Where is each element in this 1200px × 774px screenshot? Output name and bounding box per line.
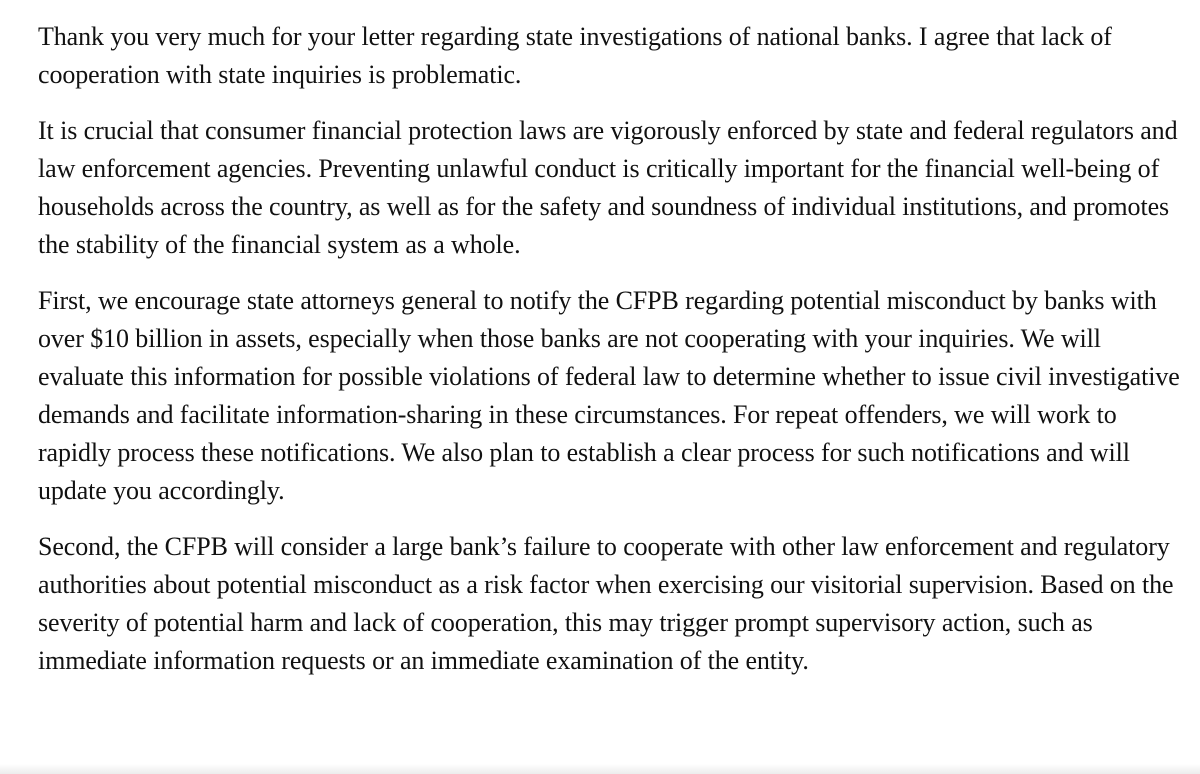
paragraph-2: It is crucial that consumer financial protection laws are vigorously enforced by state and federal regulators and law enforcement agencies. Preventing unlawful conduct is critically important for the financial well-being of households across the country, as well as for the safety and soundness of individual institutions, and promotes the stability of the financial system as a whole.: [38, 116, 1178, 259]
paragraph-1: Thank you very much for your letter regarding state investigations of national banks. I agree that lack of cooperation with state inquiries is problematic.: [38, 22, 1112, 89]
paragraph-4: Second, the CFPB will consider a large bank’s failure to cooperate with other law enforcement and regulatory authorities about potential misconduct as a risk factor when exercising our visitorial supervision. Based on the severity of potential harm and lack of cooperation, this may trigger prompt supervisory action, such as immediate information requests or an immediate examination of the entity.: [38, 532, 1174, 675]
paragraph-3: First, we encourage state attorneys general to notify the CFPB regarding potential misconduct by banks with over $10 billion in assets, especially when those banks are not cooperating with your inquiries. We will evaluate this information for possible violations of federal law to determine whether to issue civil investigative demands and facilitate information-sharing in these circumstances. For repeat offenders, we will work to rapidly process these notifications. We also plan to establish a clear process for such notifications and will update you accordingly.: [38, 286, 1180, 505]
bottom-edge-shadow: [0, 764, 1200, 774]
